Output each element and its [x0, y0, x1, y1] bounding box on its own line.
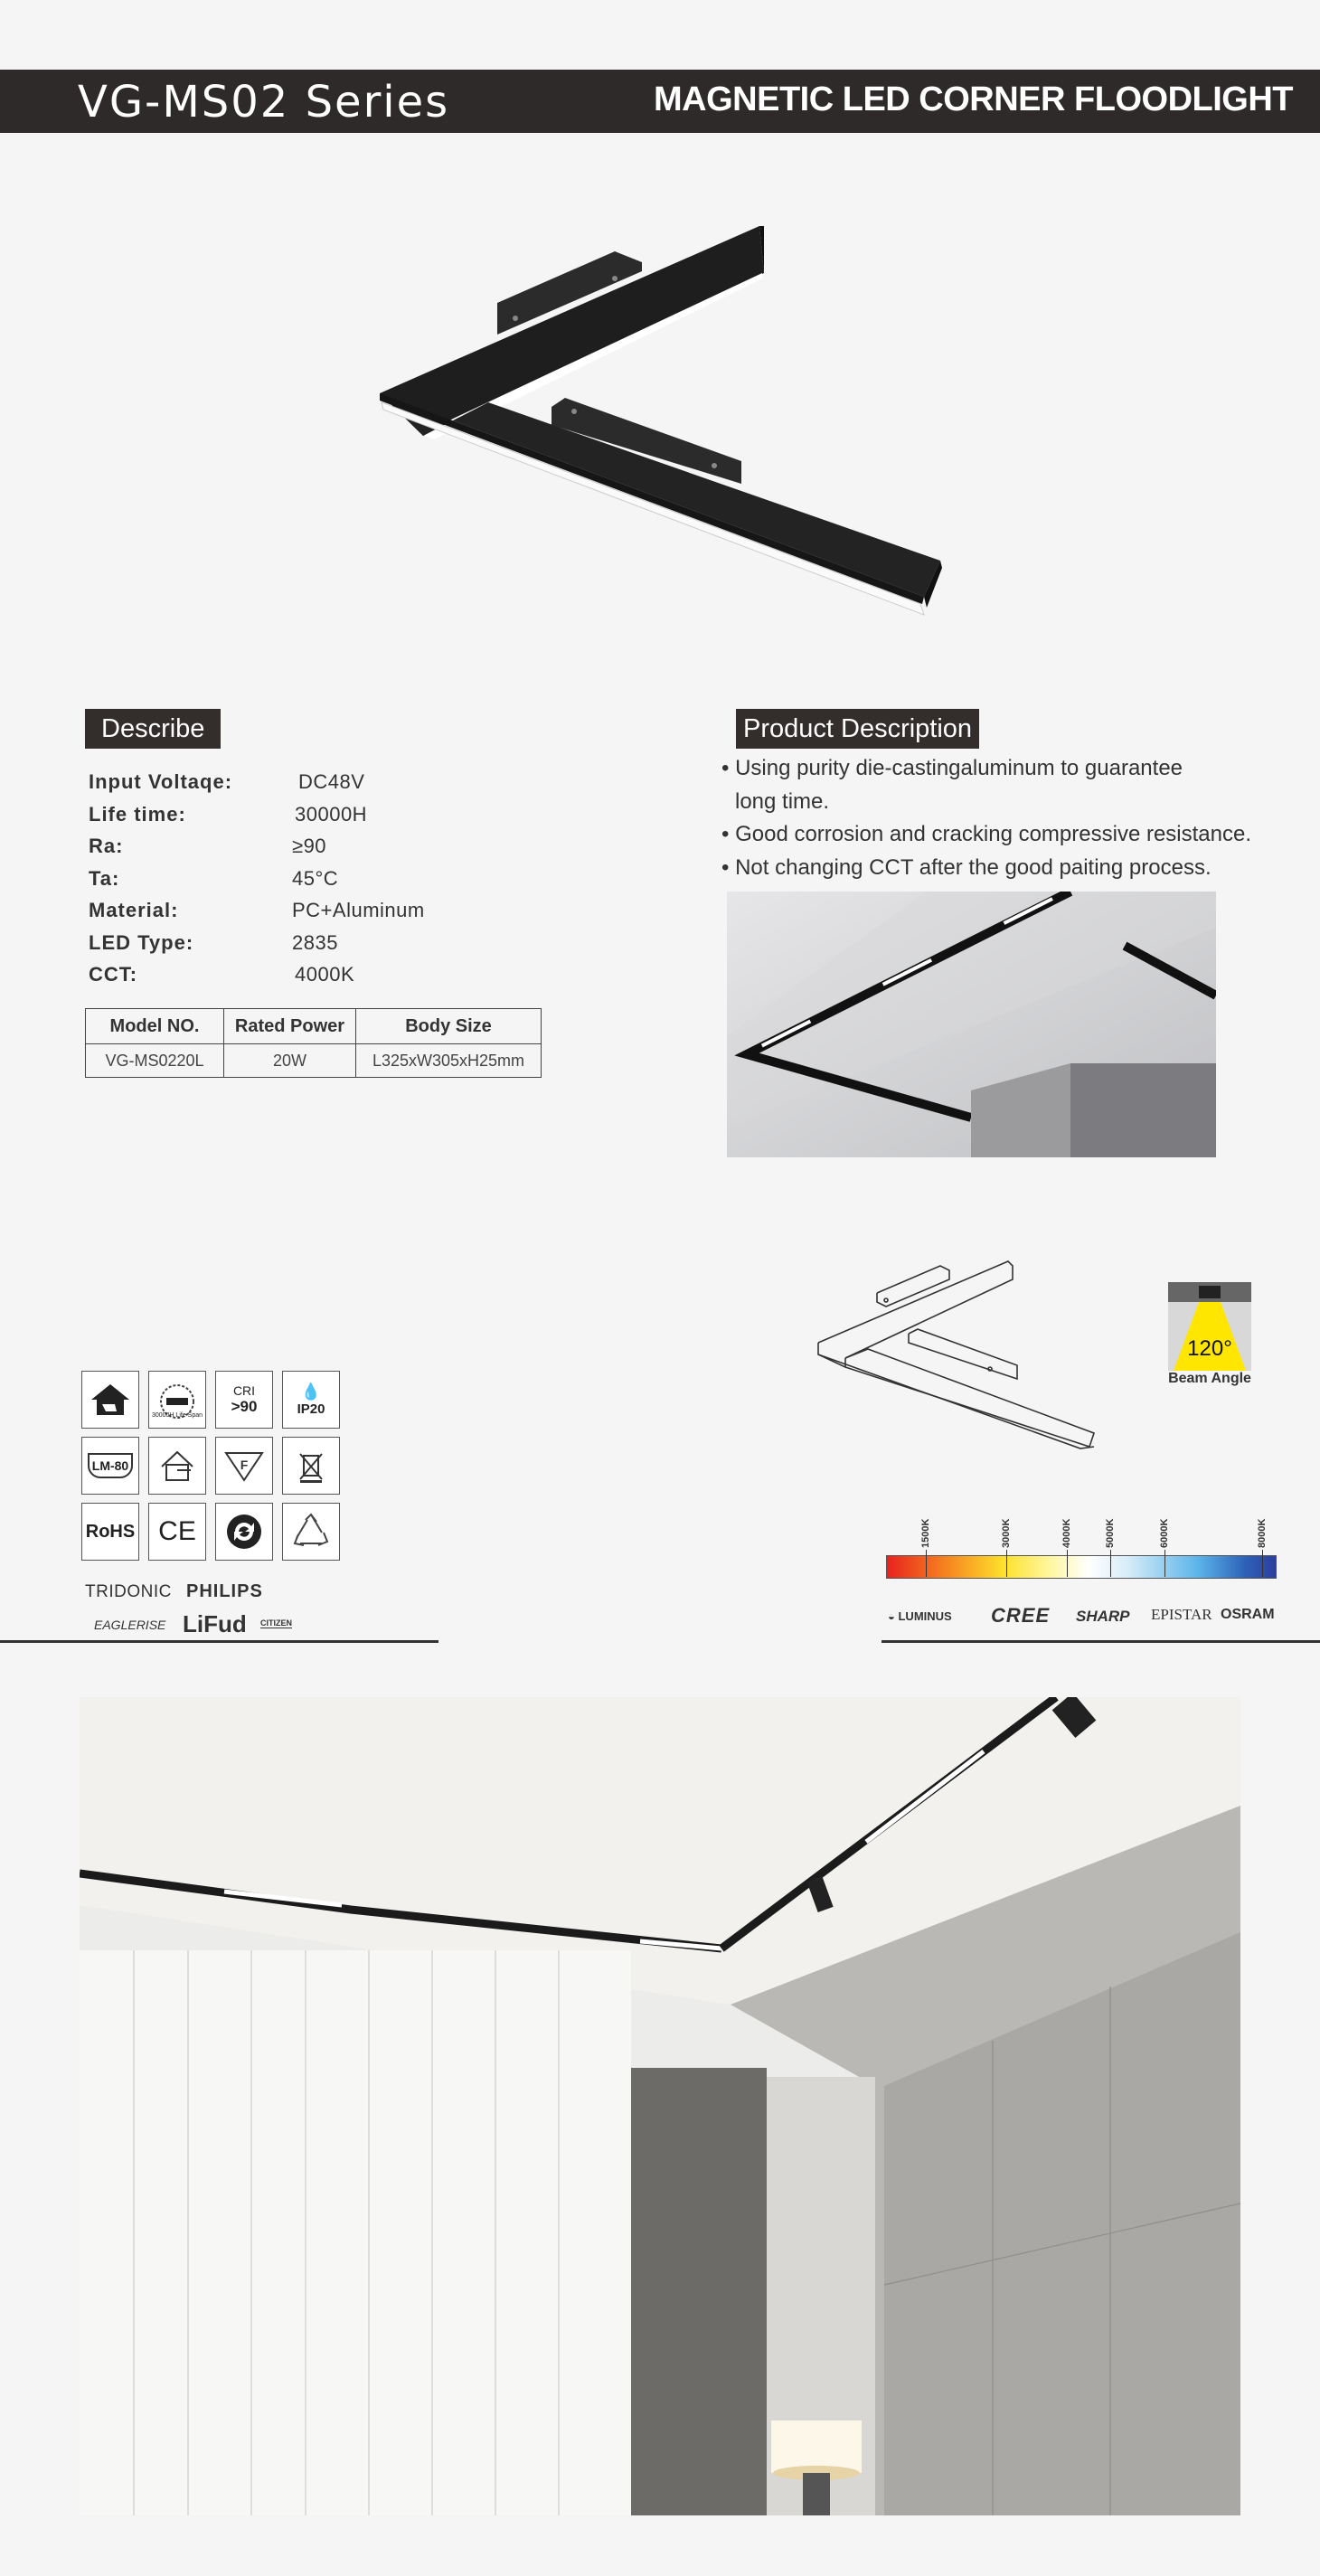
spec-value: PC+Aluminum [292, 899, 425, 921]
spec-key: Input Voltaqe: [89, 770, 233, 793]
green-dot-icon [215, 1503, 273, 1561]
beam-angle-value: 120° [1187, 1336, 1232, 1361]
spec-value: 45°C [292, 866, 339, 890]
spec-key: Material: [89, 899, 179, 921]
spec-row [89, 803, 495, 835]
spec-value: 2835 [292, 930, 338, 954]
ce-icon: CE [148, 1503, 206, 1561]
installation-photo [727, 892, 1216, 1157]
spec-row [89, 963, 495, 995]
beam-angle-label: Beam Angle [1168, 1371, 1251, 1386]
cct-color-bar [886, 1555, 1277, 1579]
bullet-item: • Using purity die-castingaluminum to guarantee [721, 756, 1183, 780]
spec-row [89, 770, 495, 803]
table-header: Body Size [356, 1009, 542, 1044]
header-bar [0, 70, 1320, 133]
product-description-tag: Product Description [736, 709, 979, 749]
spec-row [89, 835, 495, 867]
table-cell: 20W [224, 1044, 356, 1078]
spec-value: ≥90 [292, 835, 327, 857]
cri-icon: CRI >90 [215, 1371, 273, 1429]
describe-tag: Describe [85, 709, 221, 749]
spec-value: 30000H [295, 802, 368, 826]
table-cell: L325xW305xH25mm [356, 1044, 542, 1078]
series-title: VG-MS02 Series [78, 77, 450, 127]
rohs-icon: RoHS [81, 1503, 139, 1561]
spec-value: 4000K [295, 963, 355, 986]
brand-sharp: SHARP [1076, 1608, 1130, 1625]
brand-eaglerise: EAGLERISE [94, 1618, 166, 1632]
spec-key: Ta: [89, 866, 120, 890]
brand-epistar: EPISTAR [1151, 1606, 1212, 1623]
bullet-item: • Not changing CCT after the good paiting process. [721, 854, 1212, 880]
brand-tridonic: TRIDONIC [85, 1582, 172, 1601]
recycle-icon [282, 1503, 340, 1561]
description-bullets [721, 752, 1282, 884]
brand-philips: PHILIPS [186, 1581, 263, 1601]
cct-label: 4000K [1061, 1518, 1072, 1548]
cct-label: 5000K [1105, 1518, 1116, 1548]
brand-citizen: CITIZEN [260, 1618, 292, 1628]
spec-row [89, 867, 495, 900]
house-icon [148, 1437, 206, 1495]
spec-key: LED Type: [89, 930, 194, 954]
spec-row [89, 931, 495, 964]
f-mark-icon [215, 1437, 273, 1495]
product-line-drawing [814, 1257, 1108, 1458]
model-table [85, 1008, 542, 1078]
product-title: MAGNETIC LED CORNER FLOODLIGHT [654, 80, 1293, 118]
brand-osram: OSRAM [1221, 1607, 1275, 1622]
right-divider [882, 1640, 1320, 1643]
table-header-row [86, 1009, 542, 1044]
cct-label: 6000K [1159, 1518, 1170, 1548]
table-row [86, 1044, 542, 1078]
cct-label: 1500K [920, 1518, 931, 1548]
brand-cree: CREE [991, 1604, 1051, 1627]
table-cell: VG-MS0220L [86, 1044, 224, 1078]
spec-key: CCT: [89, 963, 138, 986]
left-divider [0, 1640, 438, 1643]
ip20-icon: 💧 IP20 [282, 1371, 340, 1429]
spec-key: Ra: [89, 835, 124, 857]
spec-key: Life time: [89, 802, 186, 826]
bullet-item: • Good corrosion and cracking compressive resistance. [721, 822, 1252, 846]
brand-luminus: ◒ LUMINUS [888, 1609, 952, 1623]
svg-text:F: F [240, 1458, 249, 1472]
weee-bin-icon [282, 1437, 340, 1495]
life-span-icon: 30000H Life Span [148, 1371, 206, 1429]
beam-angle-icon [1168, 1282, 1251, 1371]
table-header: Rated Power [224, 1009, 356, 1044]
cct-label: 8000K [1257, 1518, 1268, 1548]
luminus-logo-icon: ◒ [888, 1609, 895, 1623]
spec-value: DC48V [298, 770, 365, 793]
lm80-icon: LM-80 [81, 1437, 139, 1495]
table-header: Model NO. [86, 1009, 224, 1044]
room-scene-photo [80, 1697, 1240, 2515]
spec-row [89, 899, 495, 931]
bullet-item: long time. [735, 788, 830, 814]
product-hero-image [362, 217, 958, 624]
indoor-use-icon [81, 1371, 139, 1429]
cct-scale [886, 1501, 1280, 1573]
cct-label: 3000K [1001, 1518, 1012, 1548]
brand-lifud: LiFud [183, 1610, 247, 1637]
